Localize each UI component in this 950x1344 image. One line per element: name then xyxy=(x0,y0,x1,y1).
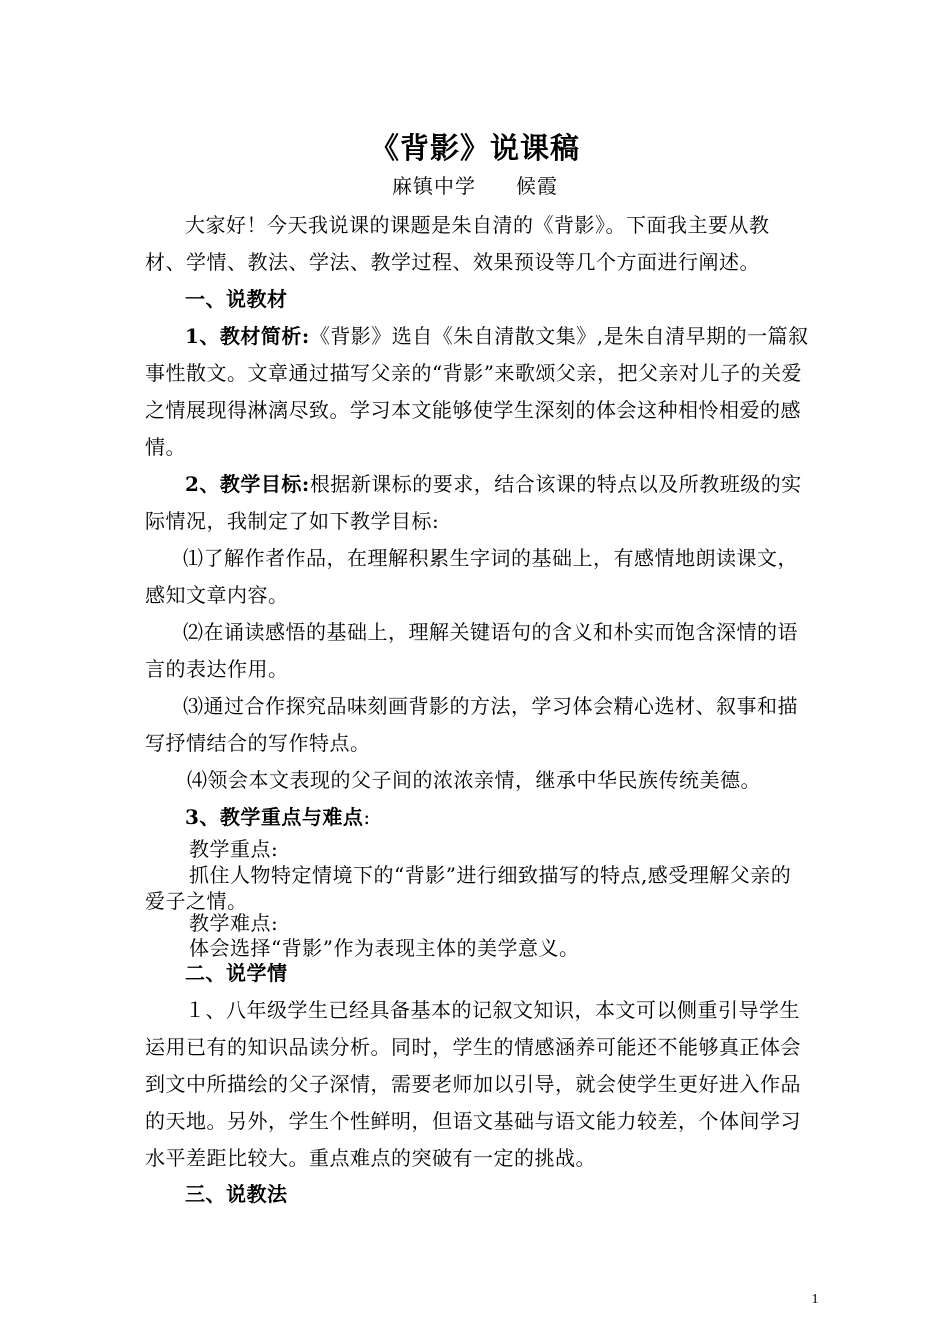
section-heading-materials: 一、说教材 xyxy=(185,287,288,311)
materials-overview-paragraph xyxy=(145,318,810,466)
materials-overview-text: 《背影》选自《朱自清散文集》,是朱自清早期的一篇叙事性散文。文章通过描写父亲的“背影”来歌颂父亲，把父亲对儿子的关爱之情展现得淋漓尽致。学习本文能够使学生深刻的体会这种相怜相爱的感情。 xyxy=(145,324,809,459)
key-difficult-heading xyxy=(145,799,810,836)
difficulty-label: 教学难点: xyxy=(189,911,279,935)
teaching-goals-label: 2、教学目标: xyxy=(185,472,310,496)
teaching-goals-text: 根据新课标的要求，结合该课的特点以及所教班级的实际情况，我制定了如下教学目标: xyxy=(145,472,802,533)
section-heading-students: 二、说学情 xyxy=(185,961,288,985)
intro-paragraph: 大家好！今天我说课的课题是朱自清的《背影》。下面我主要从教材、学情、教法、学法、教学过程、效果预设等几个方面进行阐述。 xyxy=(145,213,770,274)
key-point-text: 抓住人物特定情境下的“背影”进行细致描写的特点,感受理解父亲的爱子之情。 xyxy=(145,863,792,913)
page-number: 1 xyxy=(811,1292,819,1307)
author-school: 麻镇中学 xyxy=(392,174,476,198)
author-name: 候霞 xyxy=(516,174,558,198)
materials-overview-label: 1、教材简析: xyxy=(185,324,310,348)
difficulty-text: 体会选择“背影”作为表现主体的美学意义。 xyxy=(189,936,580,960)
key-difficult-label: 3、教学重点与难点 xyxy=(185,805,364,829)
goal-item-3: ⑶通过合作探究品味刻画背影的方法，学习体会精心选材、叙事和描写抒情结合的写作特点。 xyxy=(145,694,798,755)
key-difficult-colon: : xyxy=(363,805,371,829)
key-point-label: 教学重点: xyxy=(189,837,279,861)
students-paragraph: １、八年级学生已经具备基本的记叙文知识，本文可以侧重引导学生运用已有的知识品读分析。同时，学生的情感涵养可能还不能够真正体会到文中所描绘的父子深情，需要老师加以引导，就会使学生更好进入作品的天地。另外，学生个性鲜明，但语文基础与语文能力较差，个体间学习水平差距比较大。重点难点的突破有一定的挑战。 xyxy=(145,998,801,1170)
goal-item-1: ⑴了解作者作品，在理解积累生字词的基础上，有感情地朗读课文，感知文章内容。 xyxy=(145,546,798,607)
goal-item-4: ⑷领会本文表现的父子间的浓浓亲情，继承中华民族传统美德。 xyxy=(187,768,761,792)
page-title: 《背影》说课稿 xyxy=(369,131,580,165)
section-heading-methods: 三、说教法 xyxy=(185,1182,288,1206)
goal-item-2: ⑵在诵读感悟的基础上，理解关键语句的含义和朴实而饱含深情的语言的表达作用。 xyxy=(145,620,798,681)
teaching-goals-paragraph xyxy=(145,466,810,540)
author-line xyxy=(0,170,950,202)
